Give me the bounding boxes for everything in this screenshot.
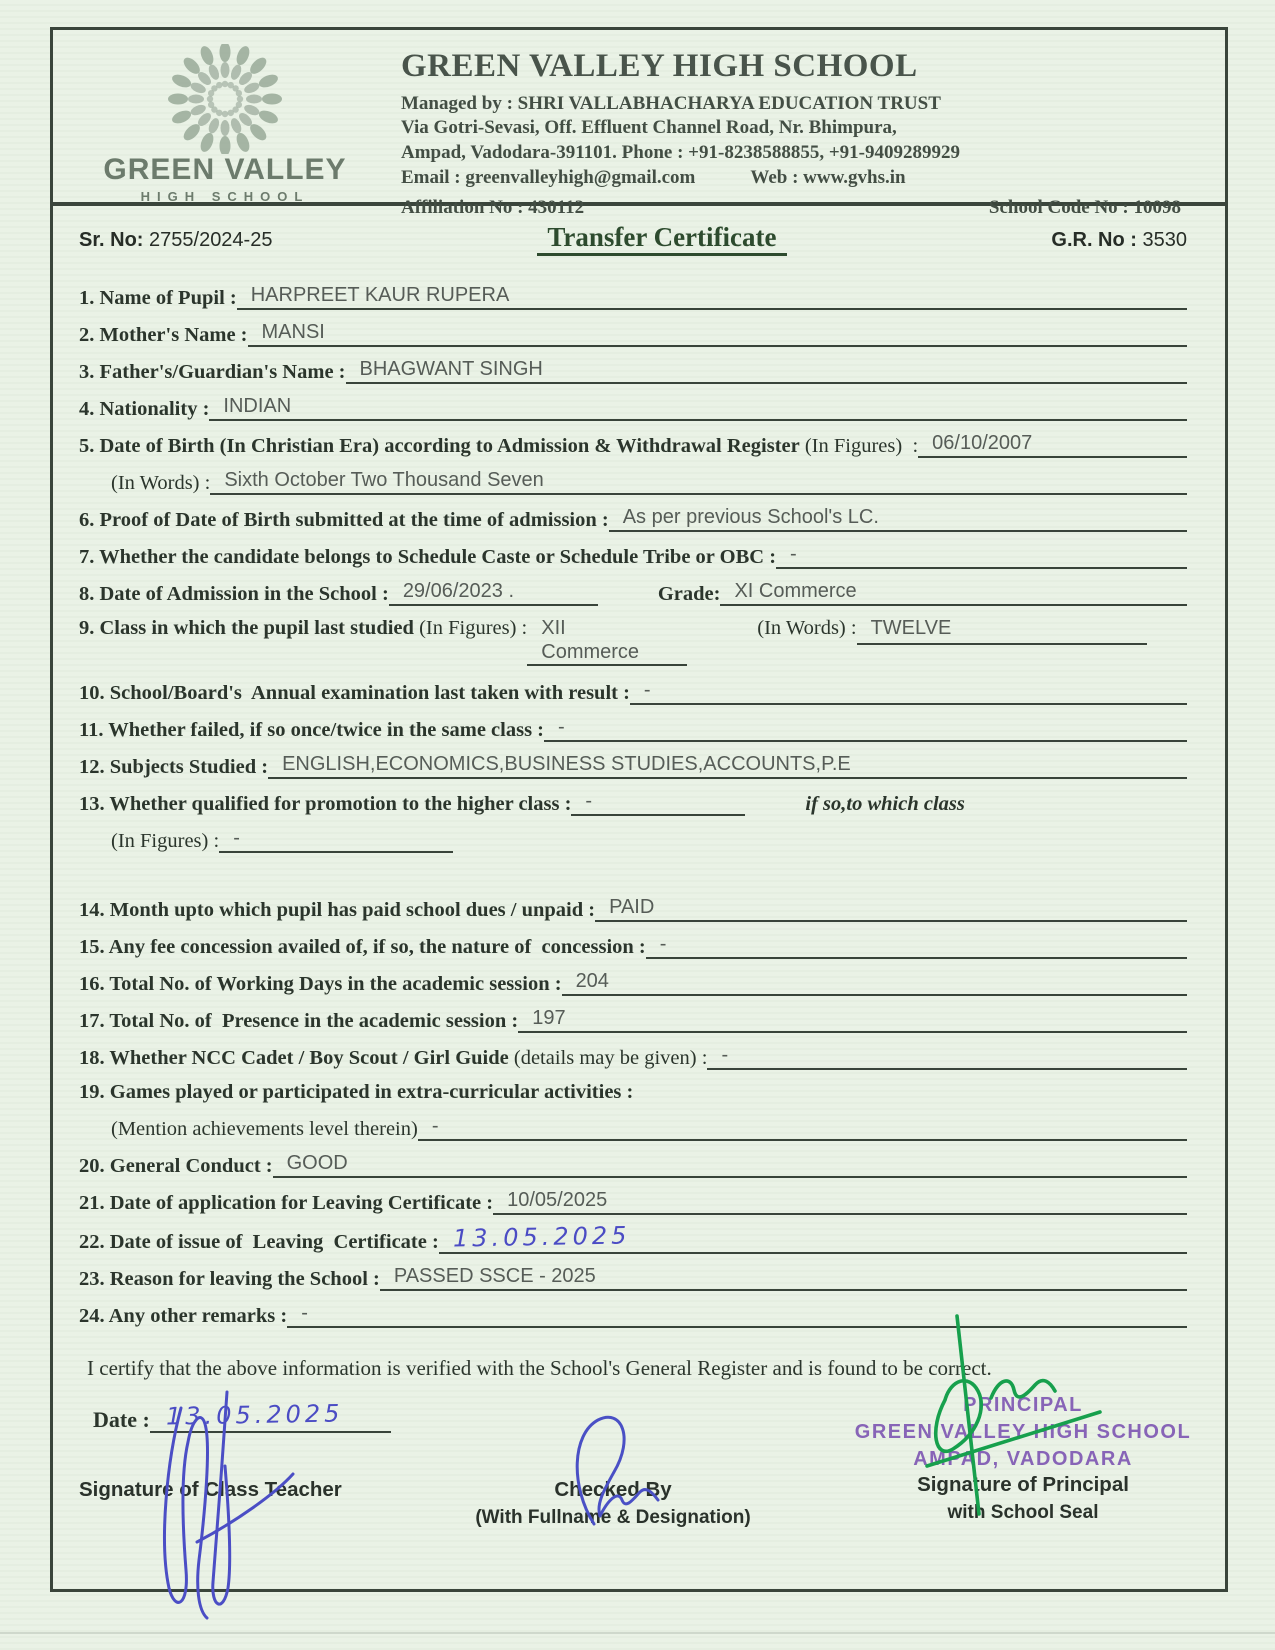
date-label: Date : — [93, 1407, 150, 1432]
field-annual-exam: 10. School/Board's Annual examination last taken with result : - — [79, 678, 1187, 705]
field-dues-paid: 14. Month upto which pupil has paid school dues / unpaid : PAID — [79, 895, 1187, 922]
principal-signature-label: Signature of Principal — [917, 1473, 1129, 1496]
field-qualified-promotion-value: - — [571, 789, 745, 816]
field-subjects-studied-value: ENGLISH,ECONOMICS,BUSINESS STUDIES,ACCOUNTS,P.E — [268, 752, 1187, 779]
field-presence-days: 17. Total No. of Presence in the academic session : 197 — [79, 1006, 1187, 1033]
field-achievements-value: - — [418, 1114, 1187, 1141]
grade-label: Grade: — [657, 583, 721, 605]
field-promotion-in-figures-value: - — [219, 826, 453, 853]
in-words-label: (In Words) : — [757, 617, 857, 639]
field-games-played: 19. Games played or participated in extra-curricular activities : — [79, 1081, 634, 1103]
school-name: GREEN VALLEY HIGH SCHOOL — [401, 48, 918, 84]
field-annual-exam-value: - — [630, 678, 1187, 705]
field-general-conduct-value: GOOD — [273, 1151, 1187, 1178]
principal-signature-sublabel: with School Seal — [947, 1502, 1099, 1523]
starburst-logo-icon — [140, 44, 310, 154]
field-ncc-scout: 18. Whether NCC Cadet / Boy Scout / Girl Guide (details may be given) : - — [79, 1043, 1187, 1070]
field-nationality: 4. Nationality : INDIAN — [79, 394, 1187, 421]
field-nationality-value: INDIAN — [209, 394, 1187, 421]
certificate-frame — [50, 27, 1228, 1592]
school-seal-stamp-line-1: PRINCIPAL — [963, 1394, 1083, 1416]
field-class-figures-value: XII Commerce — [527, 616, 687, 666]
field-fathers-name: 3. Father's/Guardian's Name : BHAGWANT SINGH — [79, 357, 1187, 384]
managed-by-line: Managed by : SHRI VALLABHACHARYA EDUCATION TRUST — [401, 93, 941, 114]
field-caste-category: 7. Whether the candidate belongs to Schedule Caste or Schedule Tribe or OBC : - — [79, 542, 1187, 569]
field-fee-concession-value: - — [646, 932, 1187, 959]
field-whether-failed: 11. Whether failed, if so once/twice in the same class : - — [79, 715, 1187, 742]
field-fathers-name-value: BHAGWANT SINGH — [346, 357, 1188, 384]
field-issue-date: 22. Date of issue of Leaving Certificate : 13.05.2025 — [79, 1225, 1187, 1254]
field-working-days: 16. Total No. of Working Days in the academic session : 204 — [79, 969, 1187, 996]
field-dob-words-value: Sixth October Two Thousand Seven — [210, 468, 1187, 495]
field-presence-days-value: 197 — [518, 1006, 1187, 1033]
field-date-of-birth: 5. Date of Birth (In Christian Era) according to Admission & Withdrawal Register (In Figures) : 06/10/2007 — [79, 431, 1187, 458]
field-application-date-value: 10/05/2025 — [493, 1188, 1187, 1215]
field-application-date: 21. Date of application for Leaving Certificate : 10/05/2025 — [79, 1188, 1187, 1215]
field-general-conduct: 20. General Conduct : GOOD — [79, 1151, 1187, 1178]
checked-by-label: Checked By — [554, 1478, 672, 1501]
field-admission-date: 8. Date of Admission in the School : 29/06/2023 . Grade: XI Commerce — [79, 579, 1187, 606]
checked-by-sublabel: (With Fullname & Designation) — [475, 1507, 751, 1528]
field-dob-proof-value: As per previous School's LC. — [609, 505, 1187, 532]
field-leaving-reason: 23. Reason for leaving the School : PASSED SSCE - 2025 — [79, 1264, 1187, 1291]
affiliation-no: Affiliation No : 430112 — [401, 197, 585, 218]
document-title: Transfer Certificate — [272, 222, 1051, 253]
certificate-header — [53, 30, 1225, 218]
field-other-remarks: 24. Any other remarks : - — [79, 1301, 1187, 1328]
field-class-words-value: TWELVE — [857, 616, 1147, 645]
field-dob-figures-value: 06/10/2007 — [918, 431, 1187, 458]
header-text-block — [401, 44, 1185, 218]
field-whether-failed-value: - — [544, 715, 1187, 742]
field-caste-category-value: - — [776, 542, 1187, 569]
field-name-of-pupil-value: HARPREET KAUR RUPERA — [237, 283, 1187, 310]
field-dob-in-words: (In Words) : Sixth October Two Thousand Seven — [111, 468, 1187, 495]
certificate-fields — [53, 253, 1225, 1328]
principal-signature-block — [833, 1392, 1213, 1524]
date-handwritten-value: 13.05.2025 — [165, 1399, 344, 1431]
field-fee-concession: 15. Any fee concession availed of, if so, the nature of concession : - — [79, 932, 1187, 959]
class-teacher-signature-block — [79, 1478, 342, 1502]
school-logo — [75, 44, 375, 204]
field-admission-date-value: 29/06/2023 . — [389, 579, 598, 606]
field-qualified-promotion: 13. Whether qualified for promotion to the higher class : - if so,to which class — [79, 790, 965, 815]
field-issue-date-handwritten-value: 13.05.2025 — [452, 1221, 631, 1253]
field-promotion-in-figures: (In Figures) : - — [111, 826, 1187, 853]
gr-number: G.R. No : 3530 — [1051, 229, 1187, 251]
field-achievements: (Mention achievements level therein) - — [111, 1114, 1187, 1141]
field-ncc-scout-value: - — [707, 1043, 1187, 1070]
address-line-2: Ampad, Vadodara-391101. Phone : +91-8238588855, +91-9409289929 — [401, 142, 960, 163]
school-code-no: School Code No : 10098 — [988, 197, 1181, 218]
class-teacher-signature-label: Signature of Class Teacher — [79, 1478, 342, 1501]
field-mothers-name: 2. Mother's Name : MANSI — [79, 320, 1187, 347]
school-seal-stamp-line-3: AMPAD, VADODARA — [913, 1448, 1133, 1470]
field-working-days-value: 204 — [562, 969, 1187, 996]
field-subjects-studied: 12. Subjects Studied : ENGLISH,ECONOMICS,BUSINESS STUDIES,ACCOUNTS,P.E — [79, 752, 1187, 779]
field-mothers-name-value: MANSI — [248, 320, 1187, 347]
field-grade-value: XI Commerce — [720, 579, 1187, 606]
field-dues-paid-value: PAID — [595, 895, 1187, 922]
field-class-last-studied: 9. Class in which the pupil last studied (In Figures) : XII Commerce (In Words) : TWELVE — [79, 616, 1187, 666]
email-text: Email : greenvalleyhigh@gmail.com — [401, 167, 696, 188]
affiliation-line — [401, 197, 1185, 219]
field-name-of-pupil: 1. Name of Pupil : HARPREET KAUR RUPERA — [79, 283, 1187, 310]
serial-number: Sr. No: 2755/2024-25 — [79, 229, 273, 251]
logo-school-sub: HIGH SCHOOL — [140, 189, 310, 204]
field-dob-proof: 6. Proof of Date of Birth submitted at the time of admission : As per previous School's LC. — [79, 505, 1187, 532]
scan-page-edge — [0, 1632, 1275, 1634]
address-line-1: Via Gotri-Sevasi, Off. Effluent Channel Road, Nr. Bhimpura, — [401, 117, 897, 138]
field-leaving-reason-value: PASSED SSCE - 2025 — [380, 1264, 1187, 1291]
web-text: Web : www.gvhs.in — [750, 167, 906, 188]
school-seal-stamp-line-2: GREEN VALLEY HIGH SCHOOL — [854, 1421, 1192, 1443]
field-other-remarks-value: - — [287, 1301, 1187, 1328]
checked-by-signature-block — [433, 1478, 793, 1529]
logo-school-name: GREEN VALLEY — [103, 153, 347, 186]
certify-statement: I certify that the above information is verified with the School's General Register and is found to be correct. — [87, 1356, 992, 1380]
if-so-note: if so,to which class — [805, 793, 965, 815]
contact-line — [401, 165, 1185, 190]
